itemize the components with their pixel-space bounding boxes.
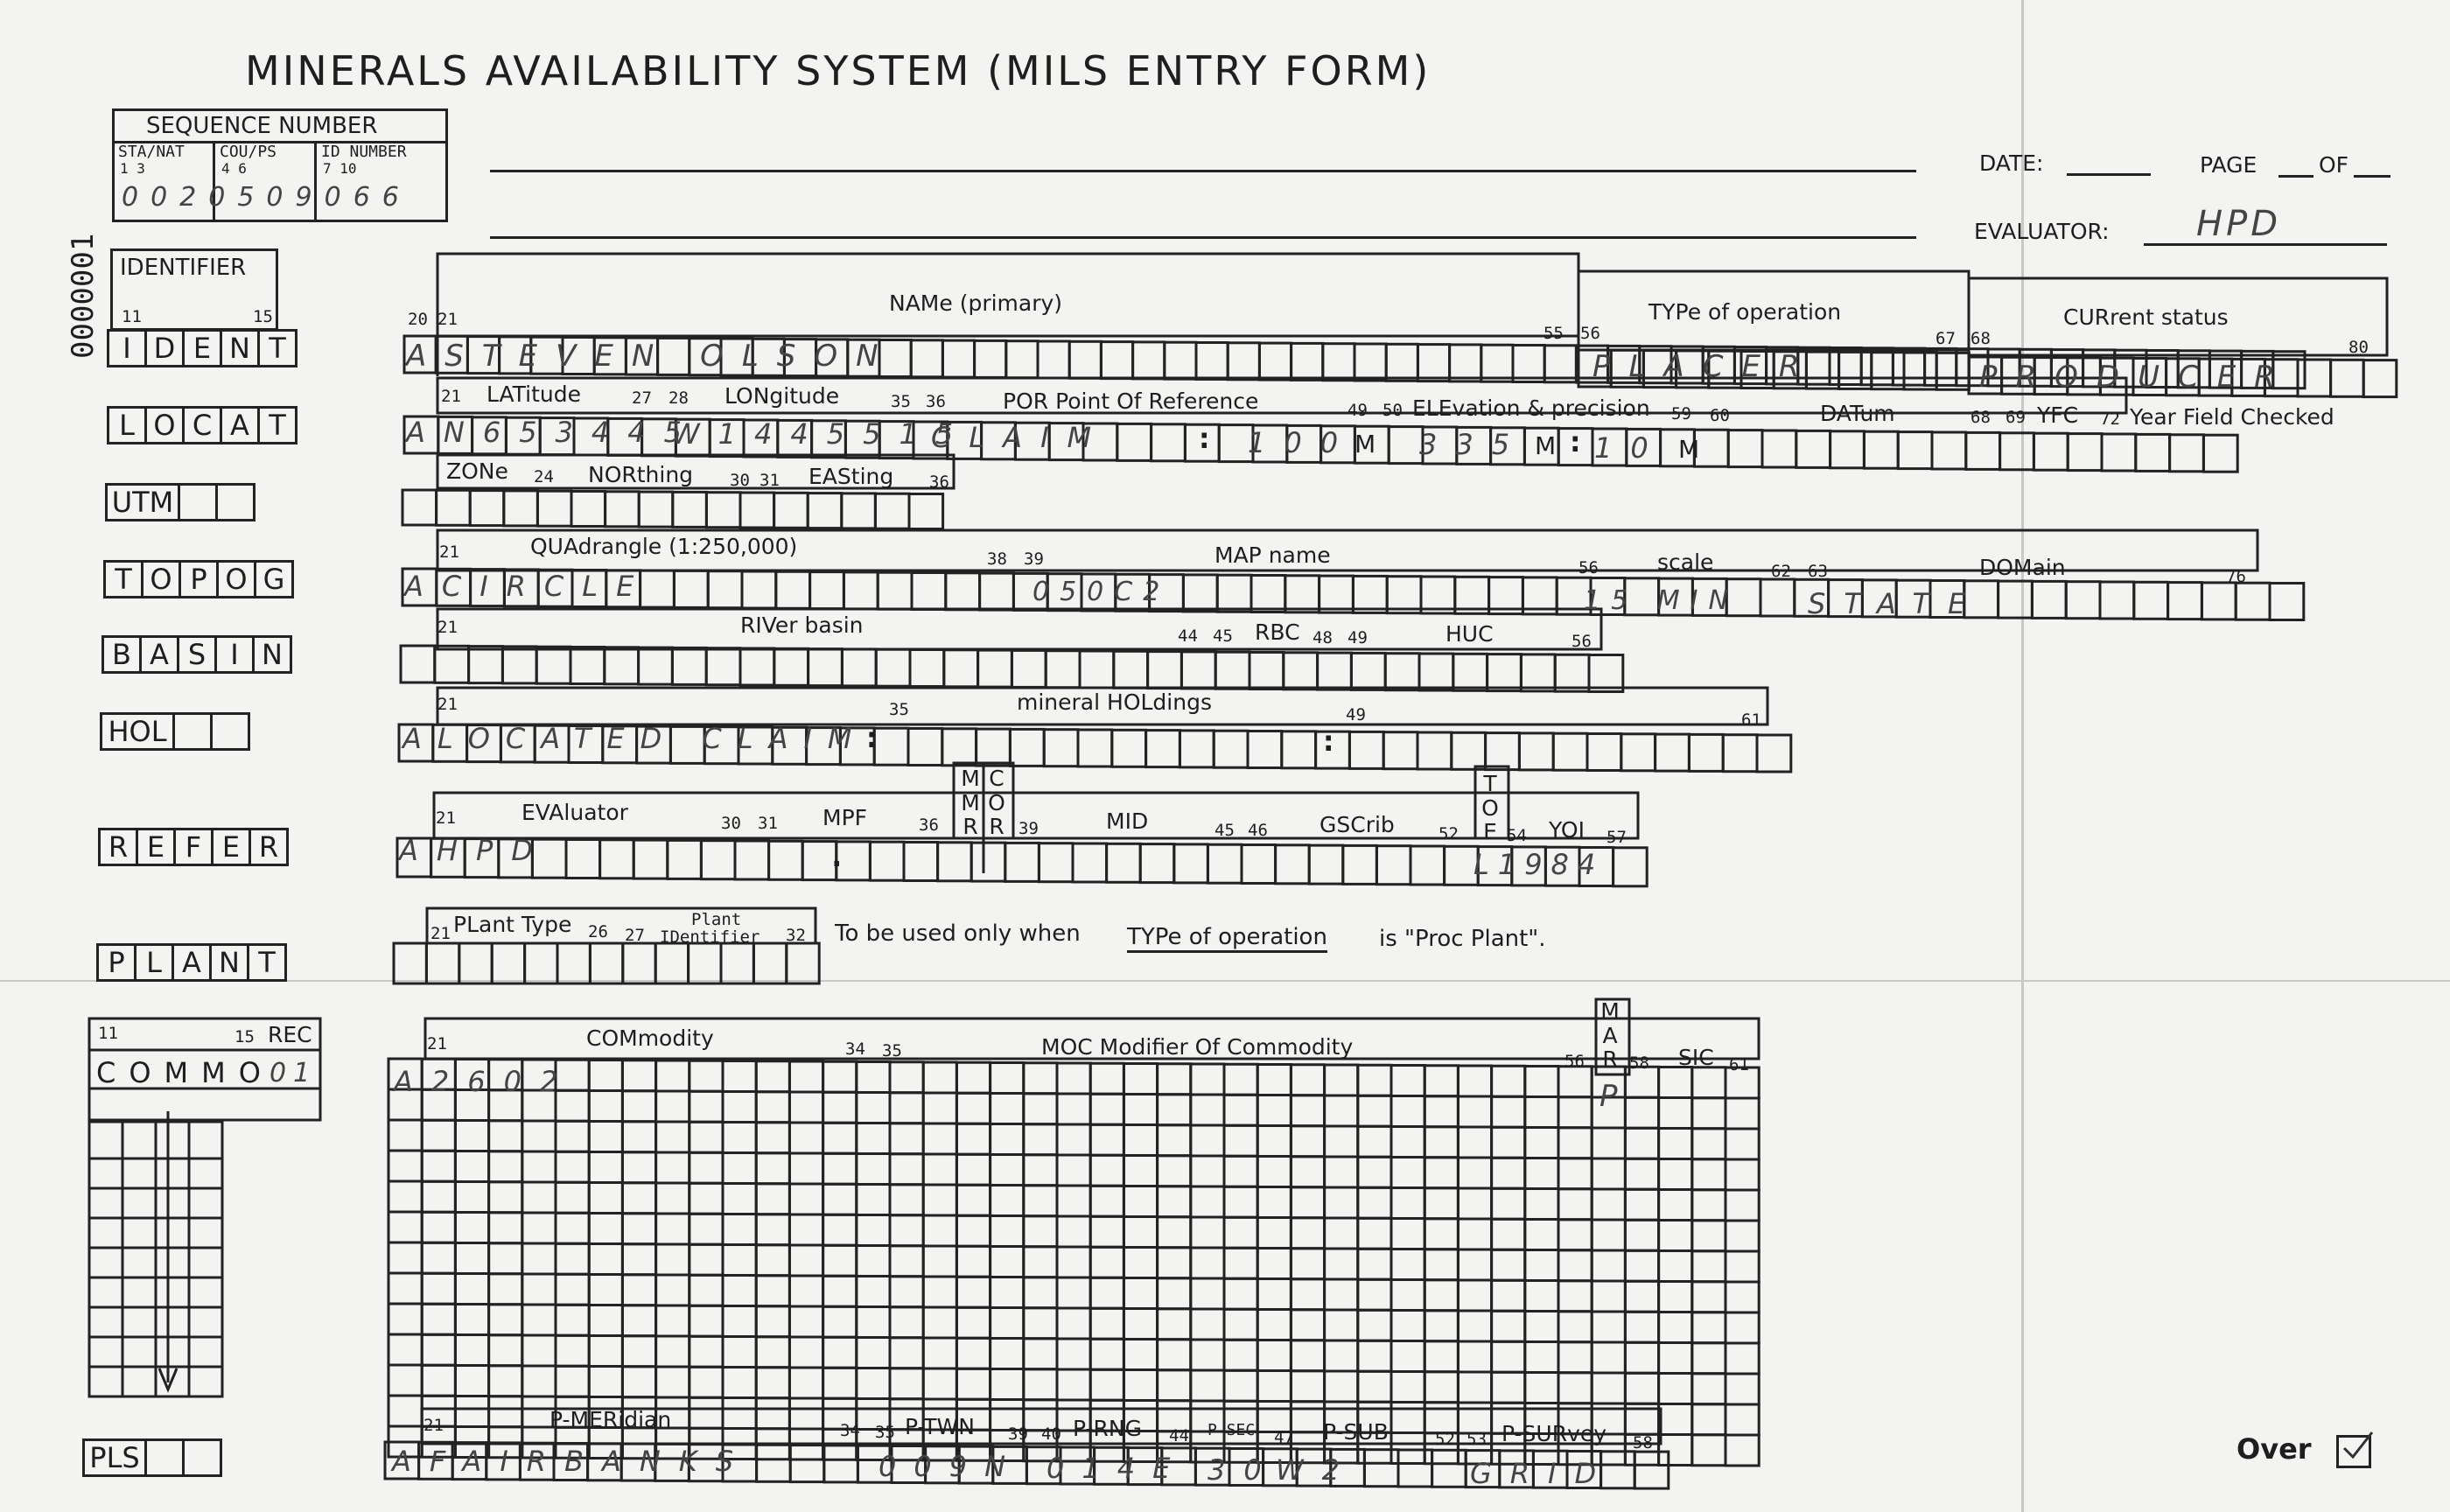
row-label-topog: T O P O G bbox=[103, 560, 294, 598]
refer-col-30: 30 bbox=[721, 814, 741, 833]
over-checkbox[interactable] bbox=[2336, 1435, 2371, 1468]
sta-nat-columns: 1 3 bbox=[120, 160, 145, 177]
moc-label: MOC Modifier Of Commodity bbox=[1041, 1034, 1354, 1060]
commo-col-58: 58 bbox=[1629, 1054, 1649, 1073]
locat-col-50: 50 bbox=[1382, 401, 1403, 420]
evaluator-code-label: EVAluator bbox=[522, 800, 628, 825]
scale-label: scale bbox=[1657, 550, 1714, 575]
locat-col-69: 69 bbox=[2006, 408, 2026, 427]
basin-col-45: 45 bbox=[1213, 626, 1233, 646]
plant-type-label: PLant Type bbox=[453, 912, 572, 937]
por-value[interactable]: CLAIM bbox=[931, 421, 1110, 454]
of-label: OF bbox=[2319, 152, 2349, 178]
subdivision-label: P-SUB bbox=[1323, 1419, 1389, 1445]
mpf-label: MPF bbox=[822, 805, 868, 830]
row-label-utm: UTM bbox=[105, 483, 256, 522]
section-label: P-SEC bbox=[1208, 1421, 1256, 1439]
pls-col-34: 34 bbox=[840, 1421, 860, 1440]
gscrib-label: GSCrib bbox=[1320, 812, 1395, 837]
section-value[interactable]: 30 bbox=[1208, 1453, 1280, 1487]
status-value[interactable]: PRODUCER bbox=[1979, 360, 2293, 395]
commo-col-61: 61 bbox=[1729, 1055, 1749, 1074]
elevation-value[interactable]: 335 bbox=[1419, 428, 1529, 461]
current-status-header: CURrent status bbox=[2063, 304, 2229, 330]
elevation-colon: : bbox=[1566, 424, 1585, 459]
col-80: 80 bbox=[2348, 338, 2369, 357]
mar-value[interactable]: P bbox=[1600, 1079, 1636, 1114]
plant-identifier-label-2: IDentifier bbox=[660, 928, 760, 947]
refer-col-45: 45 bbox=[1214, 821, 1235, 840]
row-label-basin: B A S I N bbox=[102, 635, 292, 674]
holdings-colon-2: : bbox=[1320, 724, 1338, 759]
basin-col-44: 44 bbox=[1178, 626, 1198, 646]
pls-col-21: 21 bbox=[424, 1416, 444, 1435]
topog-col-62: 62 bbox=[1771, 562, 1791, 581]
refer-col-36: 36 bbox=[919, 816, 939, 835]
topog-col-21: 21 bbox=[439, 542, 459, 562]
basin-col-49: 49 bbox=[1348, 628, 1368, 648]
plant-col-27: 27 bbox=[625, 926, 645, 945]
subdivision-value[interactable]: W2 bbox=[1276, 1453, 1358, 1487]
yoi-value[interactable]: L1984 bbox=[1474, 848, 1605, 881]
locat-col-36: 36 bbox=[926, 392, 946, 411]
identifier-n11: 11 bbox=[122, 307, 142, 326]
date-label: DATE: bbox=[1979, 150, 2044, 176]
yfc-label: YFC bbox=[2037, 402, 2079, 428]
side-code: 0000001 bbox=[66, 233, 101, 359]
pls-col-58: 58 bbox=[1633, 1433, 1653, 1452]
name-value[interactable]: ASTEVEN OLSON bbox=[406, 339, 897, 374]
basin-col-56: 56 bbox=[1572, 632, 1592, 651]
year-field-checked-label: Year Field Checked bbox=[2130, 404, 2334, 430]
identifier-n15: 15 bbox=[253, 307, 273, 326]
id-number-columns: 7 10 bbox=[323, 160, 357, 177]
plant-col-21: 21 bbox=[430, 924, 451, 943]
commo-row-label: COMMO bbox=[96, 1056, 274, 1089]
identifier-label: IDENTIFIER bbox=[120, 255, 247, 281]
utm-col-24: 24 bbox=[534, 467, 554, 486]
latitude-label: LATitude bbox=[486, 382, 582, 407]
scale-value[interactable]: 15 MIN bbox=[1584, 585, 1739, 616]
rbc-label: RBC bbox=[1255, 620, 1300, 645]
locat-col-21: 21 bbox=[441, 387, 461, 406]
basin-col-48: 48 bbox=[1312, 628, 1333, 648]
por-value-2[interactable]: 100 bbox=[1248, 426, 1357, 459]
name-primary-header: NAMe (primary) bbox=[889, 290, 1063, 316]
commodity-label: COMmodity bbox=[586, 1026, 714, 1051]
mmr-label: MMR bbox=[961, 766, 980, 839]
commo-col-15: 15 bbox=[234, 1027, 255, 1046]
elevation-unit-m: M bbox=[1535, 431, 1557, 460]
col-67: 67 bbox=[1936, 329, 1956, 348]
plant-identifier-label-1: Plant bbox=[691, 910, 742, 929]
por-colon: : bbox=[1195, 421, 1214, 456]
map-name-value[interactable]: 050C2 bbox=[1032, 577, 1171, 607]
survey-label: P-SURvey bbox=[1502, 1421, 1607, 1446]
locat-col-49: 49 bbox=[1348, 401, 1368, 420]
quadrangle-label: QUAdrangle (1:250,000) bbox=[530, 534, 798, 559]
huc-label: HUC bbox=[1446, 621, 1494, 647]
hol-col-21: 21 bbox=[438, 695, 458, 714]
holdings-value[interactable]: ALOCATED CLAIM bbox=[402, 722, 868, 755]
sequence-header: SEQUENCE NUMBER bbox=[146, 113, 378, 139]
township-value[interactable]: 009N bbox=[878, 1450, 1024, 1483]
elevation-label: ELEvation & precision bbox=[1412, 396, 1650, 421]
precision-unit-m: M bbox=[1678, 435, 1700, 464]
type-value[interactable]: PLACER bbox=[1592, 349, 1818, 384]
cou-ps-label: COU/PS bbox=[220, 143, 277, 161]
cor-label: COR bbox=[988, 766, 1005, 839]
domain-label: DOMain bbox=[1979, 555, 2066, 580]
col-21: 21 bbox=[438, 310, 458, 329]
toe-label: TOE bbox=[1481, 771, 1499, 844]
over-label: Over bbox=[2236, 1432, 2312, 1466]
pls-col-40: 40 bbox=[1041, 1424, 1061, 1444]
river-basin-label: RIVer basin bbox=[740, 612, 864, 638]
row-label-hol: HOL bbox=[100, 712, 250, 751]
locat-col-68: 68 bbox=[1970, 408, 1991, 427]
hol-col-49: 49 bbox=[1346, 705, 1366, 724]
range-label: P-RNG bbox=[1073, 1416, 1142, 1441]
pls-col-44: 44 bbox=[1169, 1426, 1189, 1446]
evaluator-label: EVALUATOR: bbox=[1974, 219, 2110, 244]
commo-col-11: 11 bbox=[98, 1024, 118, 1043]
page-label: PAGE bbox=[2200, 152, 2258, 178]
mineral-holdings-label: mineral HOLdings bbox=[1017, 690, 1212, 715]
commo-col-35: 35 bbox=[882, 1041, 902, 1060]
row-label-ident: I D E N T bbox=[107, 329, 298, 368]
topog-col-76: 76 bbox=[2226, 567, 2246, 586]
plant-col-26: 26 bbox=[588, 922, 608, 942]
longitude-value[interactable]: W1445515 bbox=[672, 417, 972, 451]
col-55: 55 bbox=[1544, 324, 1564, 343]
meridian-label: P-MERidian bbox=[550, 1407, 672, 1432]
row-label-locat: L O C A T bbox=[107, 406, 298, 444]
locat-col-27: 27 bbox=[632, 388, 652, 408]
sequence-value[interactable]: 0020509066 bbox=[122, 182, 411, 213]
commo-col-34: 34 bbox=[845, 1040, 865, 1059]
plant-note-post: is "Proc Plant". bbox=[1379, 926, 1546, 952]
rec-label: REC bbox=[268, 1022, 312, 1047]
topog-col-38: 38 bbox=[987, 550, 1007, 569]
latitude-value[interactable]: AN653445 bbox=[406, 416, 700, 449]
type-of-operation-header: TYPe of operation bbox=[1648, 299, 1842, 325]
locat-col-60: 60 bbox=[1710, 406, 1730, 425]
evaluator-value: HPD bbox=[2196, 204, 2281, 244]
pls-col-35: 35 bbox=[875, 1423, 895, 1442]
utm-col-31: 31 bbox=[760, 471, 780, 490]
refer-col-31: 31 bbox=[758, 814, 778, 833]
commodity-value[interactable]: A2602 bbox=[394, 1065, 577, 1098]
refer-col-57: 57 bbox=[1606, 828, 1627, 847]
locat-col-35: 35 bbox=[891, 392, 911, 411]
sic-label: SIC bbox=[1678, 1045, 1714, 1070]
zone-label: ZONe bbox=[446, 458, 508, 484]
mpf-dot: . bbox=[828, 839, 846, 874]
topog-col-63: 63 bbox=[1808, 562, 1828, 581]
holdings-colon-1: : bbox=[863, 720, 881, 755]
sta-nat-label: STA/NAT bbox=[118, 143, 185, 161]
mid-label: MID bbox=[1106, 808, 1149, 834]
col-68: 68 bbox=[1970, 329, 1991, 348]
locat-col-59: 59 bbox=[1671, 404, 1691, 424]
basin-col-21: 21 bbox=[438, 618, 458, 637]
hol-col-35: 35 bbox=[889, 700, 909, 719]
pls-col-52: 52 bbox=[1435, 1430, 1455, 1449]
township-label: P-TWN bbox=[905, 1414, 975, 1439]
survey-value[interactable]: GRID bbox=[1470, 1457, 1615, 1490]
refer-col-52: 52 bbox=[1438, 824, 1459, 844]
pls-col-53: 53 bbox=[1466, 1430, 1487, 1449]
quadrangle-value[interactable]: ACIRCLE bbox=[404, 570, 653, 603]
refer-col-21: 21 bbox=[436, 808, 456, 828]
topog-col-39: 39 bbox=[1024, 550, 1044, 569]
datum-label: DATum bbox=[1820, 401, 1895, 426]
down-arrow-icon bbox=[158, 1111, 184, 1400]
map-name-label: MAP name bbox=[1214, 542, 1331, 568]
range-value[interactable]: 014E bbox=[1046, 1452, 1188, 1485]
utm-col-30: 30 bbox=[730, 471, 750, 490]
longitude-label: LONgitude bbox=[724, 383, 840, 409]
hol-col-61: 61 bbox=[1741, 710, 1761, 730]
refer-col-39: 39 bbox=[1018, 819, 1039, 838]
pls-col-39: 39 bbox=[1008, 1424, 1028, 1444]
form-title: MINERALS AVAILABILITY SYSTEM (MILS ENTRY FORM) bbox=[245, 47, 1432, 94]
cou-ps-columns: 4 6 bbox=[221, 160, 247, 177]
locat-col-72: 72 bbox=[2100, 410, 2120, 429]
evaluator-code-value[interactable]: AHPD bbox=[399, 834, 551, 867]
row-label-refer: R E F E R bbox=[98, 828, 289, 866]
refer-col-46: 46 bbox=[1248, 821, 1268, 840]
plant-note-link: TYPe of operation bbox=[1127, 926, 1327, 953]
plant-note-pre: To be used only when bbox=[835, 920, 1081, 947]
point-of-reference-label: POR Point Of Reference bbox=[1003, 388, 1259, 414]
topog-col-56: 56 bbox=[1578, 558, 1599, 578]
commo-col-56: 56 bbox=[1564, 1052, 1585, 1071]
col-20: 20 bbox=[408, 310, 428, 329]
row-label-plant: P L A N T bbox=[96, 943, 287, 982]
commo-col-21: 21 bbox=[427, 1034, 447, 1054]
elevation-precision-value[interactable]: 10 bbox=[1594, 431, 1667, 465]
pls-col-47: 47 bbox=[1274, 1428, 1294, 1447]
col-56: 56 bbox=[1580, 324, 1600, 343]
rec-value[interactable]: 01 bbox=[270, 1058, 318, 1088]
check-icon bbox=[2341, 1429, 2376, 1462]
easting-label: EASting bbox=[808, 464, 894, 489]
por-unit-m: M bbox=[1354, 430, 1376, 458]
meridian-value[interactable]: AFAIRBANKS bbox=[392, 1445, 752, 1478]
id-number-label: ID NUMBER bbox=[321, 143, 407, 161]
northing-label: NORthing bbox=[588, 462, 694, 487]
refer-col-54: 54 bbox=[1507, 826, 1527, 845]
yoi-label: YOI bbox=[1549, 817, 1585, 843]
utm-col-36: 36 bbox=[929, 472, 949, 492]
locat-col-28: 28 bbox=[668, 388, 689, 408]
mar-label: MAR bbox=[1600, 998, 1620, 1072]
row-label-pls: PLS bbox=[82, 1438, 222, 1477]
plant-col-32: 32 bbox=[786, 926, 806, 945]
domain-value[interactable]: STATE bbox=[1808, 587, 1984, 620]
